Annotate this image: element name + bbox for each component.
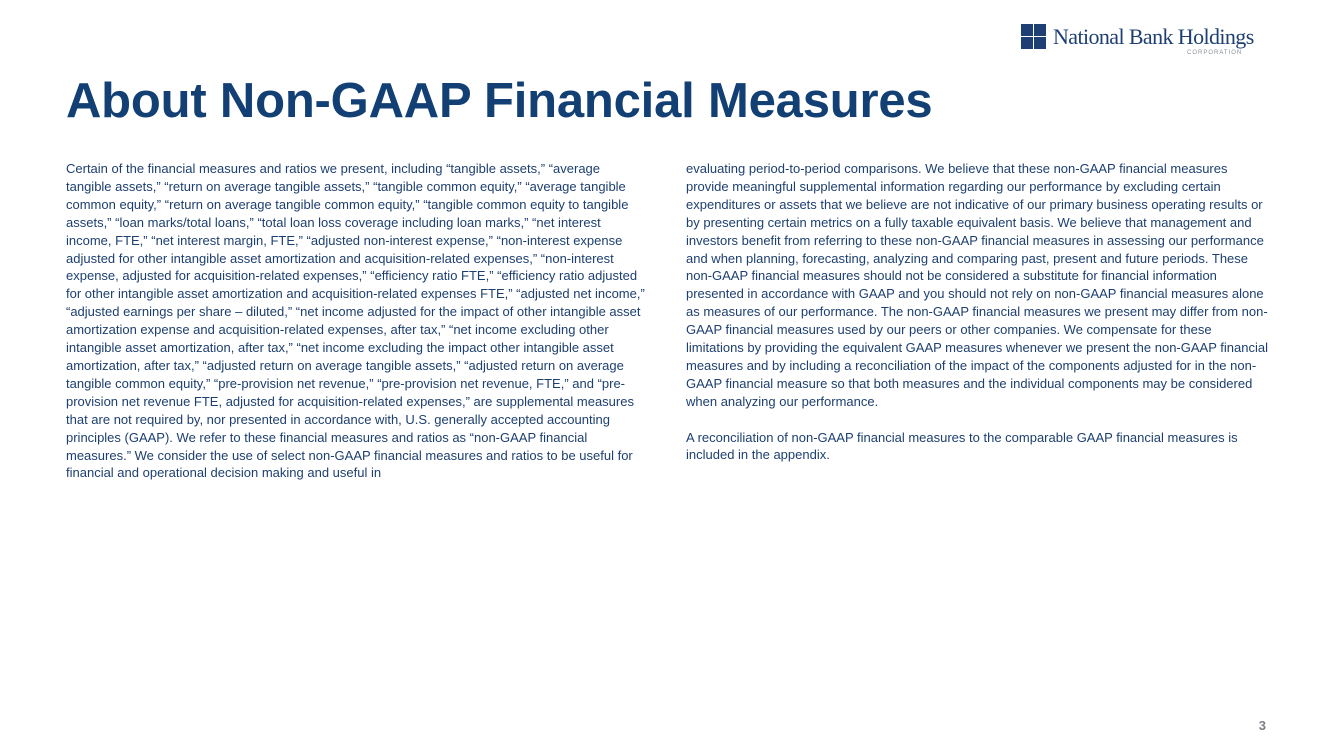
reconciliation-paragraph: A reconciliation of non-GAAP financial measures to the comparable GAAP financial measures is included in the appendix. (686, 429, 1238, 463)
right-text-column (686, 160, 1272, 464)
logo-squares-icon (1021, 24, 1046, 49)
page-number: 3 (1258, 718, 1266, 733)
left-text-column (66, 160, 648, 482)
continuation-paragraph: evaluating period-to-period comparisons. We believe that these non-GAAP financial measures provide meaningful supplemental information regarding our performance by excluding certain expenditures or assets that we believe are not indicative of our primary business operating results or by presenting certain metrics on a fully taxable equivalent basis. We believe that management and investors benefit from referring to these non-GAAP financial measures in assessing our performance and when planning, forecasting, analyzing and comparing past, present and future periods. These non-GAAP financial measures should not be considered a substitute for financial information presented in accordance with GAAP and you should not rely on non-GAAP financial measures alone as measures of our performance. The non-GAAP financial measures we present may differ from non-GAAP financial measures used by our peers or other companies. We compensate for these limitations by providing the equivalent GAAP measures whenever we present the non-GAAP financial measures and by including a reconciliation of the impact of the components adjusted for in the non-GAAP financial measure so that both measures and the individual components may be considered when analyzing our performance. (686, 161, 1268, 409)
logo-subtitle: CORPORATION (1187, 50, 1243, 56)
logo-name: National Bank Holdings (1053, 24, 1254, 49)
intro-paragraph: Certain of the financial measures and ratios we present, including “tangible assets,” “average tangible assets,” “return on average tangible assets,” “tangible common equity,” “average tangible common equity,” “return on average tangible common equity,” “tangible common equity to tangible assets,” “loan marks/total loans,” “total loan loss coverage including loan marks,” “net interest income, FTE,” “net interest margin, FTE,” “adjusted non-interest expense,” “non-interest expense adjusted for other intangible asset amortization and acquisition-related expenses,” “non-interest expense, adjusted for acquisition-related expenses,” “efficiency ratio FTE,” “efficiency ratio adjusted for other intangible asset amortization and acquisition-related expenses FTE,” “adjusted net income,” “adjusted earnings per share – diluted,” “net income adjusted for the impact of other intangible asset amortization expense and acquisition-related expenses, after tax,” “net income excluding other intangible asset amortization, after tax,” “net income excluding the impact other intangible asset amortization, after tax,” “adjusted return on average tangible assets,” “adjusted return on average tangible common equity,” “pre-provision net revenue,” “pre-provision net revenue, FTE,” and “pre-provision net revenue FTE, adjusted for acquisition-related expenses,” are supplemental measures that are not required by, nor presented in accordance with, U.S. generally accepted accounting principles (GAAP). We refer to these financial measures and ratios as “non-GAAP financial measures.” We consider the use of select non-GAAP financial measures and ratios to be useful for financial and operational decision making and useful in (66, 161, 645, 481)
company-logo (1021, 22, 1271, 58)
page-title: About Non-GAAP Financial Measures (66, 74, 933, 128)
